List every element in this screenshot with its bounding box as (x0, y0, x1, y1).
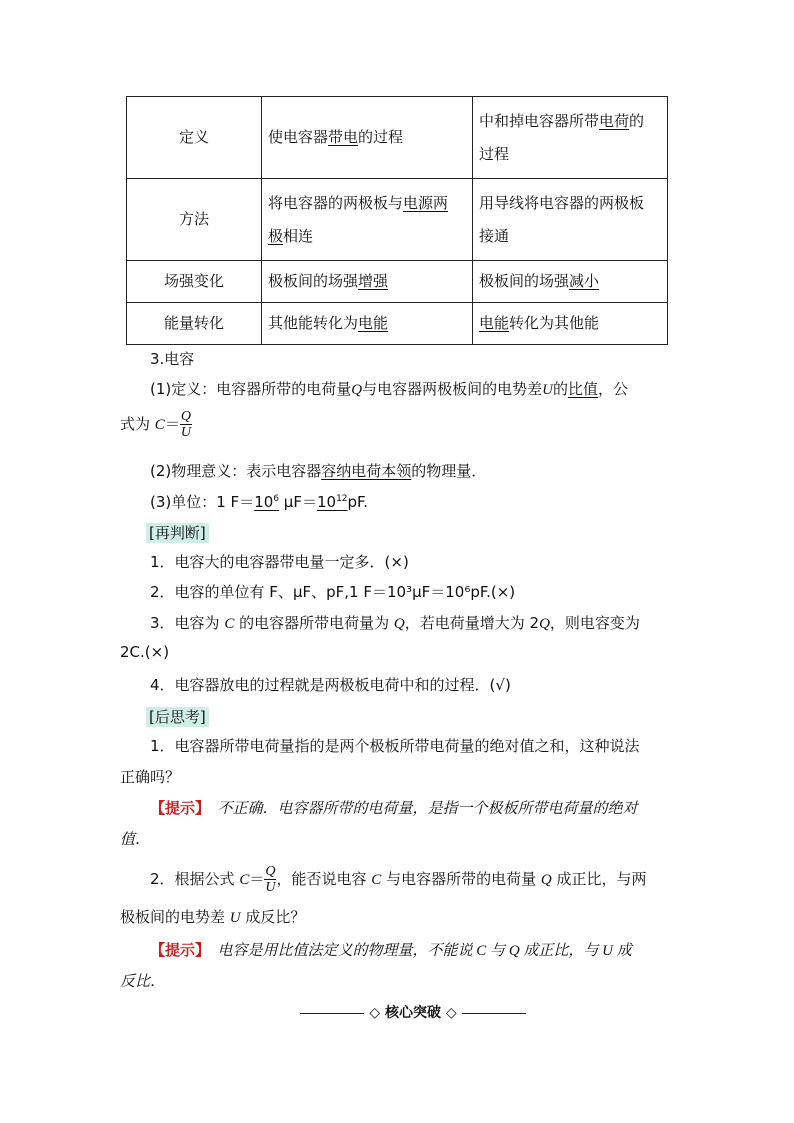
charge-cell: 将电容器的两极板与电源两 极相连 (262, 179, 473, 261)
question-2: 2．根据公式 C＝ $\frac{Q}{U}$ ，能否说电容 C 与电容器所带的电荷量 Q 成正比，与两 (150, 864, 647, 895)
charge-cell: 使电容器带电的过程 (262, 97, 473, 179)
table-row (127, 261, 668, 303)
judge-item: 3．电容为 C 的电容器所带电荷量为 Q，若电荷量增大为 2Q，则电容变为 (150, 614, 640, 632)
charge-cell: 其他能转化为电能 (262, 303, 473, 345)
meaning-line: (2)物理意义：表示电容器容纳电荷本领的物理量． (150, 462, 487, 480)
section-title: 3.电容 (150, 350, 195, 368)
discharge-cell: 用导线将电容器的两极板 接通 (473, 179, 668, 261)
fraction: $\frac{Q}{U}$ (180, 409, 191, 440)
unit-line: (3)单位：1 $F=10^6$ $\mu F=10^{12}pF$. (150, 493, 369, 511)
table-row (127, 303, 668, 345)
answer-2: 【提示】 电容是用比值法定义的物理量，不能说 C 与 Q 成正比，与 U 成 (150, 943, 632, 959)
section-divider (300, 1004, 526, 1024)
charge-cell: 极板间的场强增强 (262, 261, 473, 303)
question-1: 1．电容器所带电荷量指的是两个极板所带电荷量的绝对值之和，这种说法 (150, 737, 640, 755)
answer-2-continued: 反比． (120, 974, 166, 990)
question-2-continued: 极板间的电势差 U 成反比？ (120, 908, 306, 926)
judge-item: 2．电容的单位有 F、μF、pF,1 F＝10³μF＝10⁶pF.(×) (150, 583, 516, 601)
hint-label: 【提示】 (150, 943, 211, 959)
definition-line: (1)定义：电容器所带的电荷量Q与电容器两极板间的电势差U的比值，公 (150, 380, 628, 398)
discharge-cell: 中和掉电容器所带电荷的 过程 (473, 97, 668, 179)
formula-line: 式为 C＝ $\frac{Q}{U}$ (120, 409, 191, 440)
judge-item: 4．电容器放电的过程就是两极板电荷中和的过程．(√) (150, 676, 511, 694)
section-divider-label: ◇ 核心突破 ◇ (369, 1005, 457, 1021)
discharge-cell: 极板间的场强减小 (473, 261, 668, 303)
row-header: 场强变化 (127, 261, 262, 303)
table-row (127, 179, 668, 261)
question-1-continued: 正确吗？ (120, 768, 181, 786)
row-header: 定义 (127, 97, 262, 179)
judge-item-continued: 2C.(×) (120, 643, 170, 661)
judge-tag: [再判断] (146, 523, 209, 543)
table-row (127, 97, 668, 179)
hint-label: 【提示】 (150, 801, 211, 817)
think-tag: [后思考] (146, 707, 209, 727)
fraction: $\frac{Q}{U}$ (265, 864, 276, 895)
judge-item: 1．电容大的电容器带电量一定多．(×) (150, 553, 409, 571)
discharge-cell: 电能转化为其他能 (473, 303, 668, 345)
answer-1-continued: 值． (120, 832, 151, 848)
row-header: 方法 (127, 179, 262, 261)
row-header: 能量转化 (127, 303, 262, 345)
comparison-table (126, 96, 668, 345)
answer-1: 【提示】 不正确．电容器所带的电荷量，是指一个极板所带电荷量的绝对 (150, 801, 638, 817)
